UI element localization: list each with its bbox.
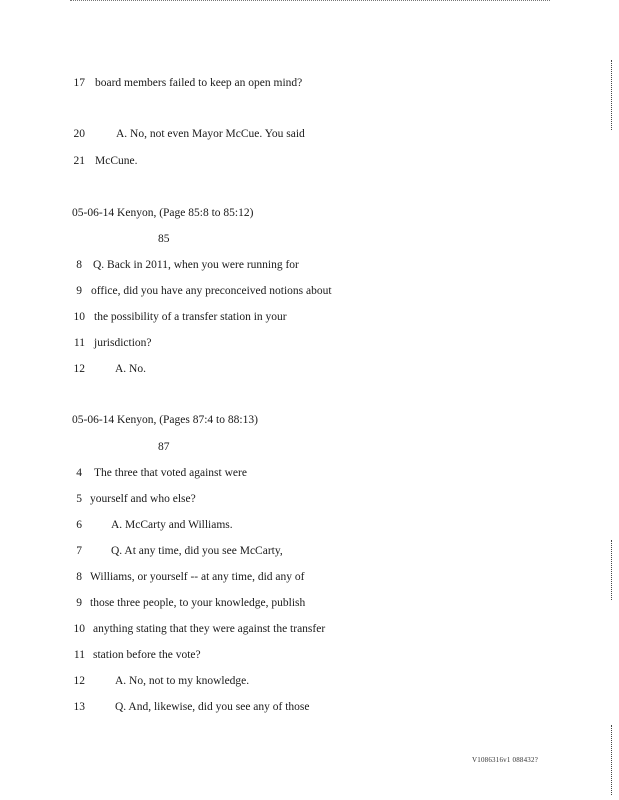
page-number: 87 — [158, 441, 170, 453]
transcript-line: yourself and who else? — [90, 493, 196, 505]
excerpt-header: 05-06-14 Kenyon, (Pages 87:4 to 88:13) — [72, 414, 258, 426]
transcript-line: office, did you have any preconceived notions about — [91, 285, 332, 297]
line-number: 9 — [76, 597, 82, 609]
transcript-line: Williams, or yourself -- at any time, did any of — [90, 571, 305, 583]
line-number: 10 — [73, 623, 85, 635]
transcript-line: Q. At any time, did you see McCarty, — [111, 545, 283, 557]
transcript-line: McCune. — [95, 155, 138, 167]
transcript-line: the possibility of a transfer station in your — [94, 311, 287, 323]
document-id-footer: V1086316v1 088432? — [472, 756, 539, 764]
scan-edge-mark — [611, 540, 614, 600]
transcript-line: A. McCarty and Williams. — [111, 519, 233, 531]
line-number: 7 — [76, 545, 82, 557]
transcript-line: station before the vote? — [93, 649, 201, 661]
line-number: 12 — [73, 675, 85, 687]
line-number: 9 — [76, 285, 82, 297]
transcript-line: anything stating that they were against the transfer — [93, 623, 326, 635]
transcript-line: jurisdiction? — [94, 337, 152, 349]
line-number: 21 — [73, 155, 85, 167]
transcript-line: A. No, not to my knowledge. — [115, 675, 250, 687]
line-number: 5 — [76, 493, 82, 505]
line-number: 8 — [76, 571, 82, 583]
line-number: 10 — [73, 311, 85, 323]
transcript-line: Q. And, likewise, did you see any of those — [115, 701, 310, 713]
line-number: 11 — [73, 337, 85, 349]
transcript-line: The three that voted against were — [94, 467, 247, 479]
line-number: 17 — [73, 77, 85, 89]
line-number: 4 — [76, 467, 82, 479]
page-number: 85 — [158, 233, 170, 245]
scan-edge-mark — [611, 60, 614, 130]
transcript-line: those three people, to your knowledge, publish — [90, 597, 306, 609]
line-number: 20 — [73, 128, 85, 140]
scan-edge-mark — [611, 725, 614, 795]
excerpt-header: 05-06-14 Kenyon, (Page 85:8 to 85:12) — [72, 207, 254, 219]
line-number: 8 — [76, 259, 82, 271]
line-number: 12 — [73, 363, 85, 375]
transcript-line: Q. Back in 2011, when you were running for — [93, 259, 299, 271]
line-number: 6 — [76, 519, 82, 531]
transcript-line: board members failed to keep an open mind? — [95, 77, 303, 89]
line-number: 13 — [73, 701, 85, 713]
transcript-line: A. No, not even Mayor McCue. You said — [116, 128, 305, 140]
transcript-line: A. No. — [115, 363, 146, 375]
top-scan-border — [70, 0, 550, 4]
line-number: 11 — [73, 649, 85, 661]
